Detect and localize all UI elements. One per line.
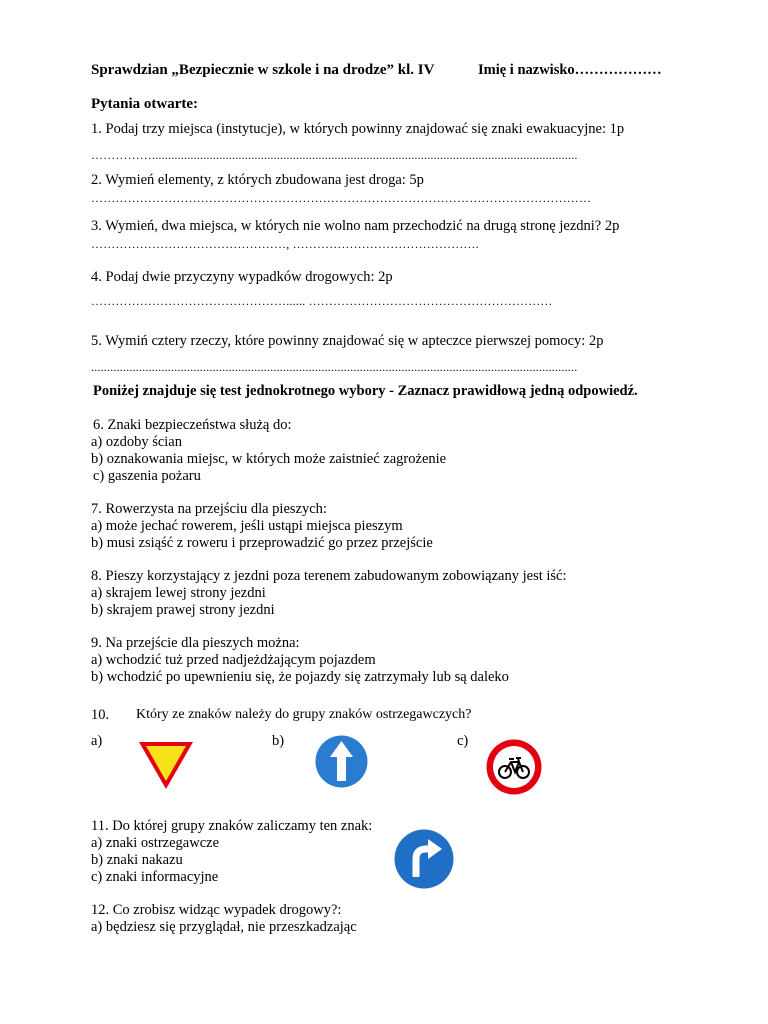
question-3: 3. Wymień, dwa miejsca, w których nie wolno nam przechodzić na drugą stronę jezdni? 2p — [91, 218, 620, 234]
option-11a: a) znaki ostrzegawcze — [91, 835, 220, 851]
option-9b: b) wchodzić po upewnieniu się, że pojazdy się zatrzymały lub są daleko — [91, 669, 509, 685]
option-11b: b) znaki nakazu — [91, 852, 183, 868]
option-8b: b) skrajem prawej strony jezdni — [91, 602, 275, 618]
option-11c: c) znaki informacyjne — [91, 869, 219, 885]
question-12: 12. Co zrobisz widząc wypadek drogowy?: — [91, 902, 342, 918]
open-section-title: Pytania otwarte: — [91, 96, 199, 112]
option-12a: a) będziesz się przyglądał, nie przeszkadzając — [91, 919, 357, 935]
question-9: 9. Na przejście dla pieszych można: — [91, 635, 300, 651]
test-title: Sprawdzian „Bezpiecznie w szkole i na drodze” kl. IV — [91, 62, 435, 78]
turn-right-sign-icon — [392, 827, 456, 891]
option-10b-label: b) — [272, 733, 285, 749]
option-6a: a) ozdoby ścian — [91, 434, 182, 450]
option-7b: b) musi zsiąść z roweru i przeprowadzić go przez przejście — [91, 535, 433, 551]
yield-sign-icon — [136, 740, 196, 792]
no-bicycles-sign-icon — [485, 738, 543, 796]
option-6b: b) oznakowania miejsc, w których może zaistnieć zagrożenie — [91, 451, 447, 467]
question-8: 8. Pieszy korzystający z jezdni poza terenem zabudowanym zobowiązany jest iść: — [91, 568, 567, 584]
question-10-number: 10. — [91, 707, 110, 723]
answer-line-3: …………………………………………, ………………………………………. — [91, 237, 479, 251]
option-10c-label: c) — [457, 733, 469, 749]
test-instruction: Poniżej znajduje się test jednokrotnego wybory - Zaznacz prawidłową jedną odpowiedź. — [93, 383, 638, 399]
option-9a: a) wchodzić tuż przed nadjeżdżającym pojazdem — [91, 652, 376, 668]
question-10: Który ze znaków należy do grupy znaków ostrzegawczych? — [136, 707, 472, 722]
straight-ahead-sign-icon — [313, 733, 370, 790]
option-6c: c) gaszenia pożaru — [93, 468, 201, 484]
option-8a: a) skrajem lewej strony jezdni — [91, 585, 266, 601]
question-2: 2. Wymień elementy, z których zbudowana jest droga: 5p — [91, 172, 424, 188]
question-11: 11. Do której grupy znaków zaliczamy ten znak: — [91, 818, 373, 834]
answer-line-4: …………………………………………...... …………………………………………………… — [91, 294, 553, 308]
answer-line-2: …………………………………………………………………………………………………………… — [91, 191, 592, 205]
option-7a: a) może jechać rowerem, jeśli ustąpi miejsca pieszym — [91, 518, 403, 534]
question-6: 6. Znaki bezpieczeństwa służą do: — [93, 417, 292, 433]
name-field-label: Imię i nazwisko……………… — [478, 62, 662, 78]
question-4: 4. Podaj dwie przyczyny wypadków drogowych: 2p — [91, 269, 393, 285]
answer-line-1: ……………..................................................................................................................................... — [91, 148, 578, 162]
option-10a-label: a) — [91, 733, 103, 749]
question-7: 7. Rowerzysta na przejściu dla pieszych: — [91, 501, 327, 517]
answer-line-5: ........................................................................................................................................................ — [91, 360, 578, 374]
question-1: 1. Podaj trzy miejsca (instytucje), w których powinny znajdować się znaki ewakuacyjne: 1p — [91, 121, 625, 137]
question-5: 5. Wymiń cztery rzeczy, które powinny znajdować się w apteczce pierwszej pomocy: 2p — [91, 333, 604, 349]
